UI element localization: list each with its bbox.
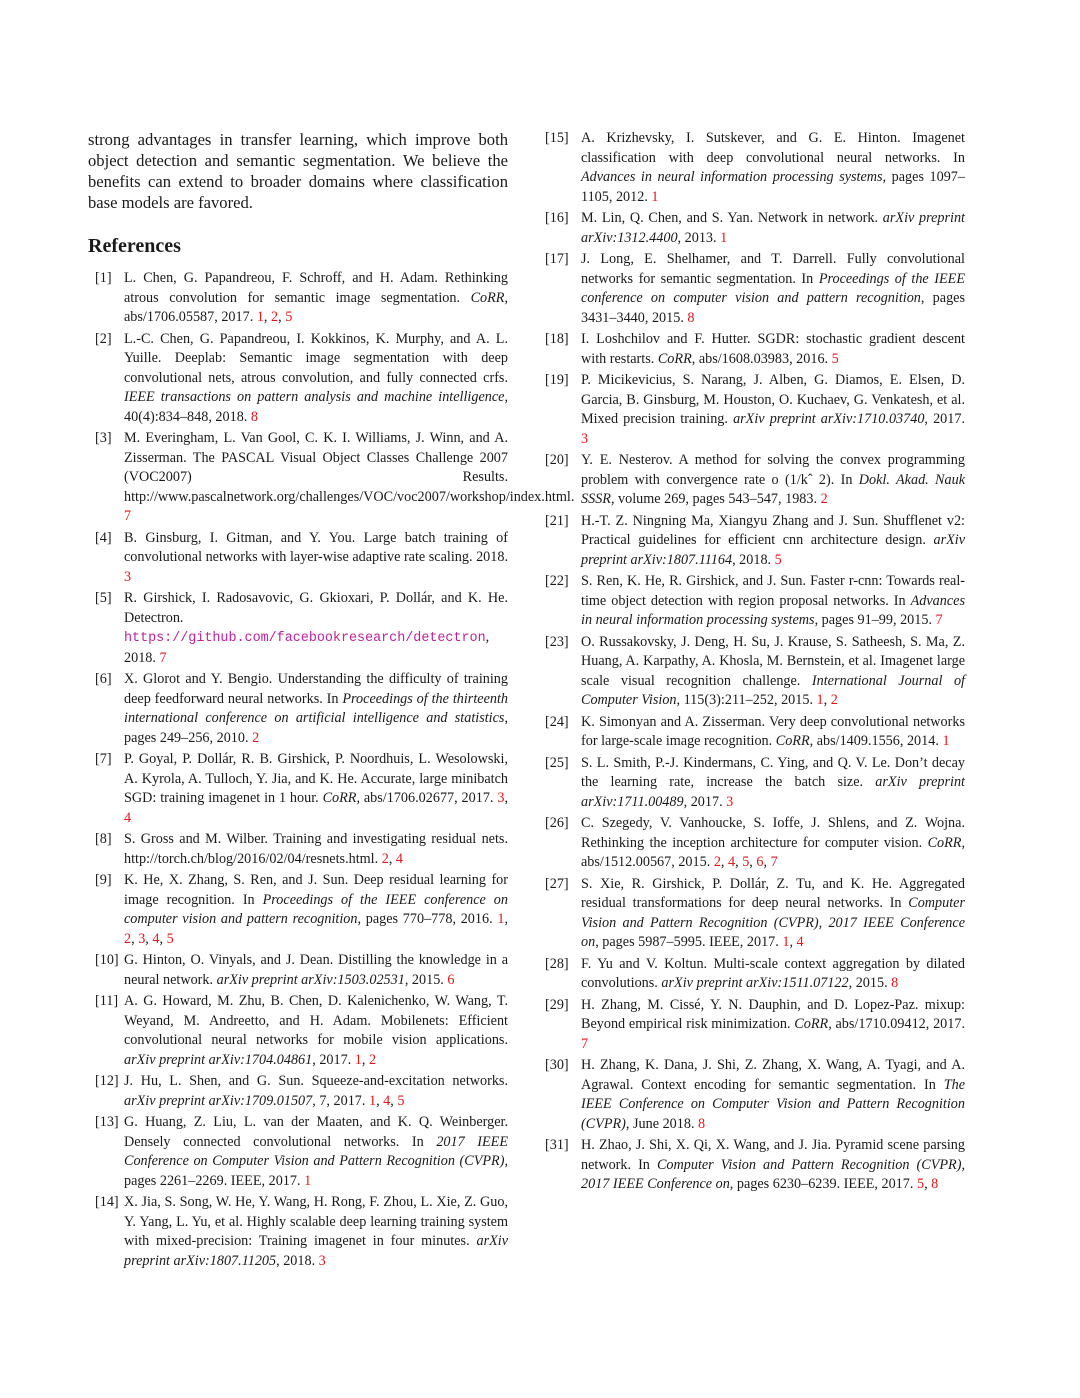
- reference-text: ,: [159, 930, 167, 947]
- reference-entry: [88, 1113, 508, 1191]
- reference-entry: [545, 572, 965, 631]
- reference-text: , abs/1706.02677, 2017.: [356, 790, 498, 806]
- reference-text: J. Hu, L. Shen, and G. Sun. Squeeze-and-excitation networks.: [124, 1073, 508, 1089]
- reference-text: H. Zhang, M. Cissé, Y. N. Dauphin, and D. Lopez-Paz. mixup: Beyond empirical risk minimization.: [581, 996, 965, 1032]
- reference-entry: [545, 209, 965, 248]
- page-backlink[interactable]: 3: [581, 430, 589, 447]
- page-backlink[interactable]: 3: [318, 1252, 326, 1269]
- reference-text: B. Ginsburg, I. Gitman, and Y. You. Large batch training of convolutional networks with layer-wise adaptive rate scaling. 2018.: [124, 529, 508, 565]
- reference-text: ,: [263, 309, 271, 325]
- page-backlink[interactable]: 1: [651, 188, 659, 205]
- reference-text: ,: [789, 934, 797, 950]
- reference-text: L. Chen, G. Papandreou, F. Schroff, and H. Adam. Rethinking atrous convolution for semantic image segmentation.: [124, 270, 508, 306]
- page-backlink[interactable]: 5: [831, 350, 839, 367]
- reference-text: ,: [735, 854, 743, 870]
- reference-entry: [545, 955, 965, 994]
- reference-number: [20]: [545, 452, 569, 468]
- reference-text: , 40(4):834–848, 2018.: [124, 389, 508, 425]
- reference-number: [1]: [95, 270, 112, 286]
- page-backlink[interactable]: 5: [285, 309, 293, 325]
- reference-number: [17]: [545, 251, 569, 267]
- reference-text: , 2018.: [276, 1252, 319, 1269]
- reference-entry: [545, 330, 965, 369]
- reference-text: P. Micikevicius, S. Narang, J. Alben, G. Diamos, E. Elsen, D. Garcia, B. Ginsburg, M. Houston, O. Kuchaev, G. Venkatesh, et al. Mixed precision training.: [581, 372, 965, 427]
- reference-text: , abs/1706.05587, 2017.: [124, 289, 508, 325]
- venue-title: Advances in neural information processing systems: [581, 592, 965, 628]
- venue-title: The IEEE Conference on Computer Vision and Pattern Recognition (CVPR): [581, 1076, 965, 1132]
- venue-title: CoRR: [657, 350, 692, 367]
- reference-text: G. Huang, Z. Liu, L. van der Maaten, and K. Q. Weinberger. Densely connected convolutional networks. In: [124, 1114, 508, 1150]
- page-backlink[interactable]: 2: [381, 850, 389, 867]
- reference-text: ,: [361, 1051, 369, 1068]
- reference-number: [19]: [545, 372, 569, 388]
- venue-title: International Journal of Computer Vision: [581, 672, 965, 708]
- reference-number: [26]: [545, 815, 569, 831]
- reference-text: , pages 6230–6239. IEEE, 2017.: [729, 1176, 917, 1192]
- reference-number: [15]: [545, 130, 569, 146]
- reference-text: , 2013.: [677, 229, 721, 246]
- reference-entry: [88, 1072, 508, 1111]
- venue-title: arXiv preprint arXiv:1709.01507: [124, 1092, 313, 1109]
- reference-text: , pages 1097–1105, 2012.: [581, 169, 965, 205]
- reference-text: , pages 2261–2269. IEEE, 2017.: [124, 1153, 508, 1189]
- page-backlink[interactable]: 3: [124, 568, 132, 585]
- reference-text: X. Glorot and Y. Bengio. Understanding the difficulty of training deep feedforward neural networks. In: [124, 671, 508, 707]
- venue-title: CoRR: [470, 289, 505, 306]
- reference-entry: [545, 875, 965, 953]
- reference-text: ,: [504, 911, 508, 927]
- reference-text: L.-C. Chen, G. Papandreou, I. Kokkinos, K. Murphy, and A. L. Yuille. Deeplab: Semantic image segmentation with deep convolutional nets, atrous convolution, and fully connected crfs.: [124, 330, 508, 386]
- page-backlink[interactable]: 7: [935, 612, 943, 628]
- reference-number: [30]: [545, 1057, 569, 1073]
- reference-text: ,: [278, 309, 286, 325]
- reference-entry: [545, 996, 965, 1055]
- page-backlink[interactable]: 1: [354, 1051, 362, 1068]
- reference-text: , 2015.: [404, 971, 448, 988]
- reference-text: ,: [823, 692, 831, 708]
- reference-number: [25]: [545, 754, 569, 771]
- page-backlink[interactable]: 4: [796, 934, 804, 950]
- reference-text: ,: [720, 854, 728, 870]
- venue-title: Proceedings of the thirteenth international conference on artificial intelligence and statistics: [124, 690, 508, 726]
- venue-title: arXiv preprint arXiv:1503.02531: [216, 971, 405, 988]
- reference-number: [28]: [545, 955, 569, 972]
- reference-text: , pages 770–778, 2016.: [357, 911, 498, 927]
- reference-entry: [545, 512, 965, 571]
- page-backlink[interactable]: 1: [304, 1172, 312, 1189]
- reference-text: J. Long, E. Shelhamer, and T. Darrell. Fully convolutional networks for semantic segmentation. In: [581, 251, 965, 287]
- reference-text: A. Krizhevsky, I. Sutskever, and G. E. Hinton. Imagenet classification with deep convolutional neural networks. In: [581, 130, 965, 166]
- page-backlink[interactable]: 4: [124, 809, 132, 826]
- venue-title: IEEE transactions on pattern analysis and machine intelligence: [124, 389, 505, 405]
- reference-text: K. Simonyan and A. Zisserman. Very deep convolutional networks for large-scale image recognition.: [581, 713, 965, 749]
- reference-number: [12]: [95, 1073, 119, 1089]
- reference-text: ,: [749, 854, 757, 870]
- reference-number: [5]: [95, 590, 112, 606]
- reference-number: [21]: [545, 512, 569, 529]
- page-backlink[interactable]: 6: [756, 854, 764, 870]
- reference-number: [16]: [545, 210, 569, 226]
- venue-title: arXiv preprint arXiv:1807.11205: [124, 1233, 508, 1269]
- page-backlink[interactable]: 3: [138, 930, 146, 947]
- page-backlink[interactable]: 8: [687, 309, 695, 326]
- reference-number: [9]: [95, 872, 112, 888]
- reference-text: M. Lin, Q. Chen, and S. Yan. Network in network.: [581, 210, 883, 226]
- page-backlink[interactable]: 4: [383, 1092, 391, 1109]
- venue-title: Proceedings of the IEEE conference on computer vision and pattern recognition: [581, 270, 966, 306]
- reference-text: , 2018.: [124, 629, 490, 666]
- reference-text: , June 2018.: [625, 1115, 699, 1132]
- reference-entry: [88, 871, 508, 949]
- page-backlink[interactable]: 6: [447, 971, 455, 988]
- page-backlink[interactable]: 1: [368, 1092, 377, 1109]
- reference-text: ,: [504, 790, 508, 806]
- page-backlink[interactable]: 4: [728, 854, 736, 870]
- venue-title: arXiv preprint arXiv:1710.03740: [733, 411, 925, 427]
- reference-entry: [88, 750, 508, 828]
- page-backlink[interactable]: 1: [720, 229, 728, 246]
- reference-entry: [88, 992, 508, 1070]
- page-backlink[interactable]: 2: [830, 692, 838, 708]
- reference-entry: [545, 633, 965, 711]
- venue-title: Proceedings of the IEEE conference on computer vision and pattern recognition: [124, 891, 508, 927]
- reference-text: , 2015.: [848, 975, 892, 991]
- reference-text: F. Yu and V. Koltun. Multi-scale context aggregation by dilated convolutions.: [581, 955, 965, 991]
- page-backlink[interactable]: 7: [159, 649, 167, 666]
- reference-text: , abs/1409.1556, 2014.: [809, 733, 943, 749]
- venue-title: arXiv preprint arXiv:1807.11164: [581, 532, 965, 568]
- reference-number: [4]: [95, 529, 112, 546]
- reference-text: , pages 5987–5995. IEEE, 2017.: [595, 934, 783, 950]
- reference-text: S. Gross and M. Wilber. Training and investigating residual nets. http://torch.ch/blog/2016/02/04/resnets.html.: [124, 831, 508, 867]
- reference-text: , abs/1710.09412, 2017.: [828, 1016, 965, 1032]
- venue-title: arXiv preprint arXiv:1704.04861: [124, 1051, 313, 1068]
- reference-text: ,: [145, 930, 153, 947]
- reference-text: S. Ren, K. He, R. Girshick, and J. Sun. Faster r-cnn: Towards real-time object detection with region proposal networks. In: [581, 573, 965, 609]
- reference-number: [6]: [95, 671, 112, 687]
- reference-text: O. Russakovsky, J. Deng, H. Su, J. Krause, S. Satheesh, S. Ma, Z. Huang, A. Karpathy, A. Khosla, M. Bernstein, et al. Imagenet large scale visual recognition challenge.: [581, 633, 965, 689]
- page-backlink[interactable]: 3: [726, 793, 734, 810]
- reference-number: [8]: [95, 831, 112, 847]
- reference-entry: [88, 951, 508, 990]
- page-backlink[interactable]: 5: [397, 1092, 405, 1109]
- page-backlink[interactable]: 8: [891, 975, 899, 991]
- reference-number: [31]: [545, 1137, 569, 1153]
- reference-number: [29]: [545, 996, 569, 1013]
- reference-number: [22]: [545, 573, 569, 589]
- reference-number: [14]: [95, 1194, 119, 1210]
- reference-entry: [88, 269, 508, 328]
- reference-text: C. Szegedy, V. Vanhoucke, S. Ioffe, J. Shlens, and Z. Wojna. Rethinking the inception architecture for computer vision.: [581, 815, 965, 851]
- reference-text: , volume 269, pages 543–547, 1983.: [610, 491, 821, 507]
- reference-entry: [545, 713, 965, 752]
- venue-title: CoRR: [775, 733, 810, 749]
- page-backlink[interactable]: 1: [497, 911, 505, 927]
- reference-entry: [88, 330, 508, 428]
- reference-entry: [545, 129, 965, 207]
- reference-text: R. Girshick, I. Radosavovic, G. Gkioxari, P. Dollár, and K. He. Detectron.: [124, 590, 508, 626]
- reference-text: P. Goyal, P. Dollár, R. B. Girshick, P. Noordhuis, L. Wesolowski, A. Kyrola, A. Tulloch, Y. Jia, and K. He. Accurate, large minibatch SGD: training imagenet in 1 hour.: [124, 751, 508, 806]
- reference-entry: [545, 451, 965, 510]
- reference-entry: [88, 1193, 508, 1271]
- page-backlink[interactable]: 5: [742, 854, 750, 870]
- venue-title: Dokl. Akad. Nauk SSSR: [581, 471, 965, 507]
- page-backlink[interactable]: 2: [713, 854, 721, 870]
- reference-text: , abs/1512.00567, 2015.: [581, 834, 965, 870]
- page-backlink[interactable]: 4: [152, 930, 160, 947]
- reference-list-right: [545, 129, 965, 1195]
- reference-text: Y. E. Nesterov. A method for solving the convex programming problem with convergence rate o (1/kˆ 2). In: [581, 452, 965, 488]
- page-backlink[interactable]: 1: [782, 934, 790, 950]
- page-backlink[interactable]: 7: [770, 854, 778, 870]
- reference-entry: [545, 371, 965, 449]
- reference-text: ,: [376, 1092, 384, 1109]
- reference-text: X. Jia, S. Song, W. He, Y. Wang, H. Rong, F. Zhou, L. Xie, Z. Guo, Y. Yang, L. Yu, et al. Highly scalable deep learning training system with mixed-precision: Training imagenet in four minutes.: [124, 1194, 508, 1249]
- references-heading: References: [88, 235, 181, 257]
- page-backlink[interactable]: 8: [250, 408, 258, 425]
- venue-title: arXiv preprint arXiv:1711.00489: [581, 774, 965, 810]
- reference-number: [18]: [545, 331, 569, 347]
- venue-title: 2017 IEEE Conference on Computer Vision and Pattern Recognition (CVPR): [124, 1133, 508, 1169]
- reference-text: M. Everingham, L. Van Gool, C. K. I. Williams, J. Winn, and A. Zisserman. The PASCAL Visual Object Classes Challenge 2007 (VOC2007) Results. http://www.pascalnetwork.org/challenges/VOC/voc2007/workshop/index.html.: [124, 430, 575, 505]
- reference-text: H.-T. Z. Ningning Ma, Xiangyu Zhang and J. Sun. Shufflenet v2: Practical guidelines for efficient cnn architecture design.: [581, 512, 965, 548]
- venue-title: arXiv preprint arXiv:1511.07122: [661, 975, 849, 991]
- page-backlink[interactable]: 5: [166, 930, 174, 947]
- reference-text: , pages 3431–3440, 2015.: [581, 290, 965, 326]
- reference-text: , 2017.: [683, 793, 727, 810]
- reference-text: H. Zhao, J. Shi, X. Qi, X. Wang, and J. Jia. Pyramid scene parsing network. In: [581, 1137, 965, 1173]
- reference-entry: [88, 830, 508, 869]
- page-backlink[interactable]: 8: [931, 1176, 939, 1192]
- reference-text: ,: [924, 1176, 932, 1192]
- reference-text: , pages 249–256, 2010.: [124, 710, 508, 746]
- reference-text: S. Xie, R. Girshick, P. Dollár, Z. Tu, and K. He. Aggregated residual transformations for deep neural networks. In: [581, 875, 965, 911]
- page-backlink[interactable]: 5: [774, 551, 782, 568]
- reference-entry: [545, 1056, 965, 1134]
- reference-entry: [545, 754, 965, 813]
- page-backlink[interactable]: 2: [820, 491, 828, 507]
- page-backlink[interactable]: 3: [497, 790, 505, 806]
- reference-text: ,: [388, 850, 396, 867]
- reference-text: , 2018.: [732, 551, 775, 568]
- url-link[interactable]: https://github.com/facebookresearch/detectron: [124, 631, 486, 646]
- venue-title: Advances in neural information processing systems: [581, 169, 883, 185]
- page-backlink[interactable]: 1: [256, 309, 264, 325]
- page-backlink[interactable]: 2: [252, 729, 260, 746]
- reference-text: , 7, 2017.: [312, 1092, 369, 1109]
- page-backlink[interactable]: 5: [916, 1176, 925, 1192]
- venue-title: Computer Vision and Pattern Recognition (CVPR), 2017 IEEE Conference on: [581, 1156, 965, 1192]
- page-backlink[interactable]: 7: [124, 508, 132, 524]
- reference-number: [23]: [545, 633, 569, 650]
- reference-number: [24]: [545, 713, 569, 730]
- reference-text: K. He, X. Zhang, S. Ren, and J. Sun. Deep residual learning for image recognition. In: [124, 872, 508, 908]
- page-backlink[interactable]: 4: [395, 850, 403, 867]
- reference-text: , abs/1608.03983, 2016.: [691, 350, 832, 367]
- right-column: [545, 129, 965, 1197]
- reference-text: , pages 91–99, 2015.: [814, 612, 936, 628]
- reference-number: [10]: [95, 952, 119, 968]
- reference-number: [11]: [95, 993, 119, 1009]
- reference-text: H. Zhang, K. Dana, J. Shi, Z. Zhang, X. Wang, A. Tyagi, and A. Agrawal. Context encoding for semantic segmentation. In: [581, 1057, 965, 1093]
- reference-text: , 2017.: [924, 411, 965, 427]
- venue-title: CoRR: [927, 834, 962, 851]
- reference-text: S. L. Smith, P.-J. Kindermans, C. Ying, and Q. V. Le. Don’t decay the learning rate, increase the batch size.: [581, 754, 965, 790]
- venue-title: arXiv preprint arXiv:1312.4400: [581, 210, 965, 246]
- page-backlink[interactable]: 8: [698, 1115, 706, 1132]
- page-backlink[interactable]: 2: [368, 1051, 377, 1068]
- reference-text: ,: [763, 854, 771, 870]
- reference-text: ,: [131, 930, 139, 947]
- reference-number: [3]: [95, 430, 112, 446]
- reference-text: A. G. Howard, M. Zhu, B. Chen, D. Kalenichenko, W. Wang, T. Weyand, M. Andreetto, and H. Adam. Mobilenets: Efficient convolutional neural networks for mobile vision applications.: [124, 993, 508, 1048]
- reference-entry: [88, 670, 508, 748]
- page-backlink[interactable]: 7: [581, 1035, 589, 1052]
- reference-text: I. Loshchilov and F. Hutter. SGDR: stochastic gradient descent with restarts.: [581, 331, 965, 367]
- venue-title: CoRR: [322, 790, 357, 806]
- reference-entry: [545, 1136, 965, 1195]
- page-backlink[interactable]: 1: [816, 692, 824, 708]
- reference-entry: [88, 529, 508, 588]
- reference-text: ,: [390, 1092, 398, 1109]
- reference-entry: [88, 589, 508, 668]
- page-backlink[interactable]: 2: [124, 930, 132, 947]
- reference-number: [7]: [95, 751, 112, 767]
- reference-entry: [545, 250, 965, 328]
- reference-entry: [545, 814, 965, 873]
- reference-number: [2]: [95, 330, 112, 347]
- page-backlink[interactable]: 1: [942, 733, 950, 749]
- venue-title: Computer Vision and Pattern Recognition (CVPR), 2017 IEEE Conference on: [581, 895, 965, 950]
- reference-text: , 115(3):211–252, 2015.: [676, 692, 817, 708]
- intro-paragraph: strong advantages in transfer learning, which improve both object detection and semantic segmentation. We believe the benefits can extend to broader domains where classification base models are favored.: [88, 130, 508, 212]
- reference-number: [13]: [95, 1114, 119, 1130]
- reference-number: [27]: [545, 875, 569, 892]
- reference-text: G. Hinton, O. Vinyals, and J. Dean. Distilling the knowledge in a neural network.: [124, 952, 508, 988]
- reference-text: , 2017.: [312, 1051, 355, 1068]
- venue-title: CoRR: [794, 1016, 829, 1032]
- page-backlink[interactable]: 2: [271, 309, 279, 325]
